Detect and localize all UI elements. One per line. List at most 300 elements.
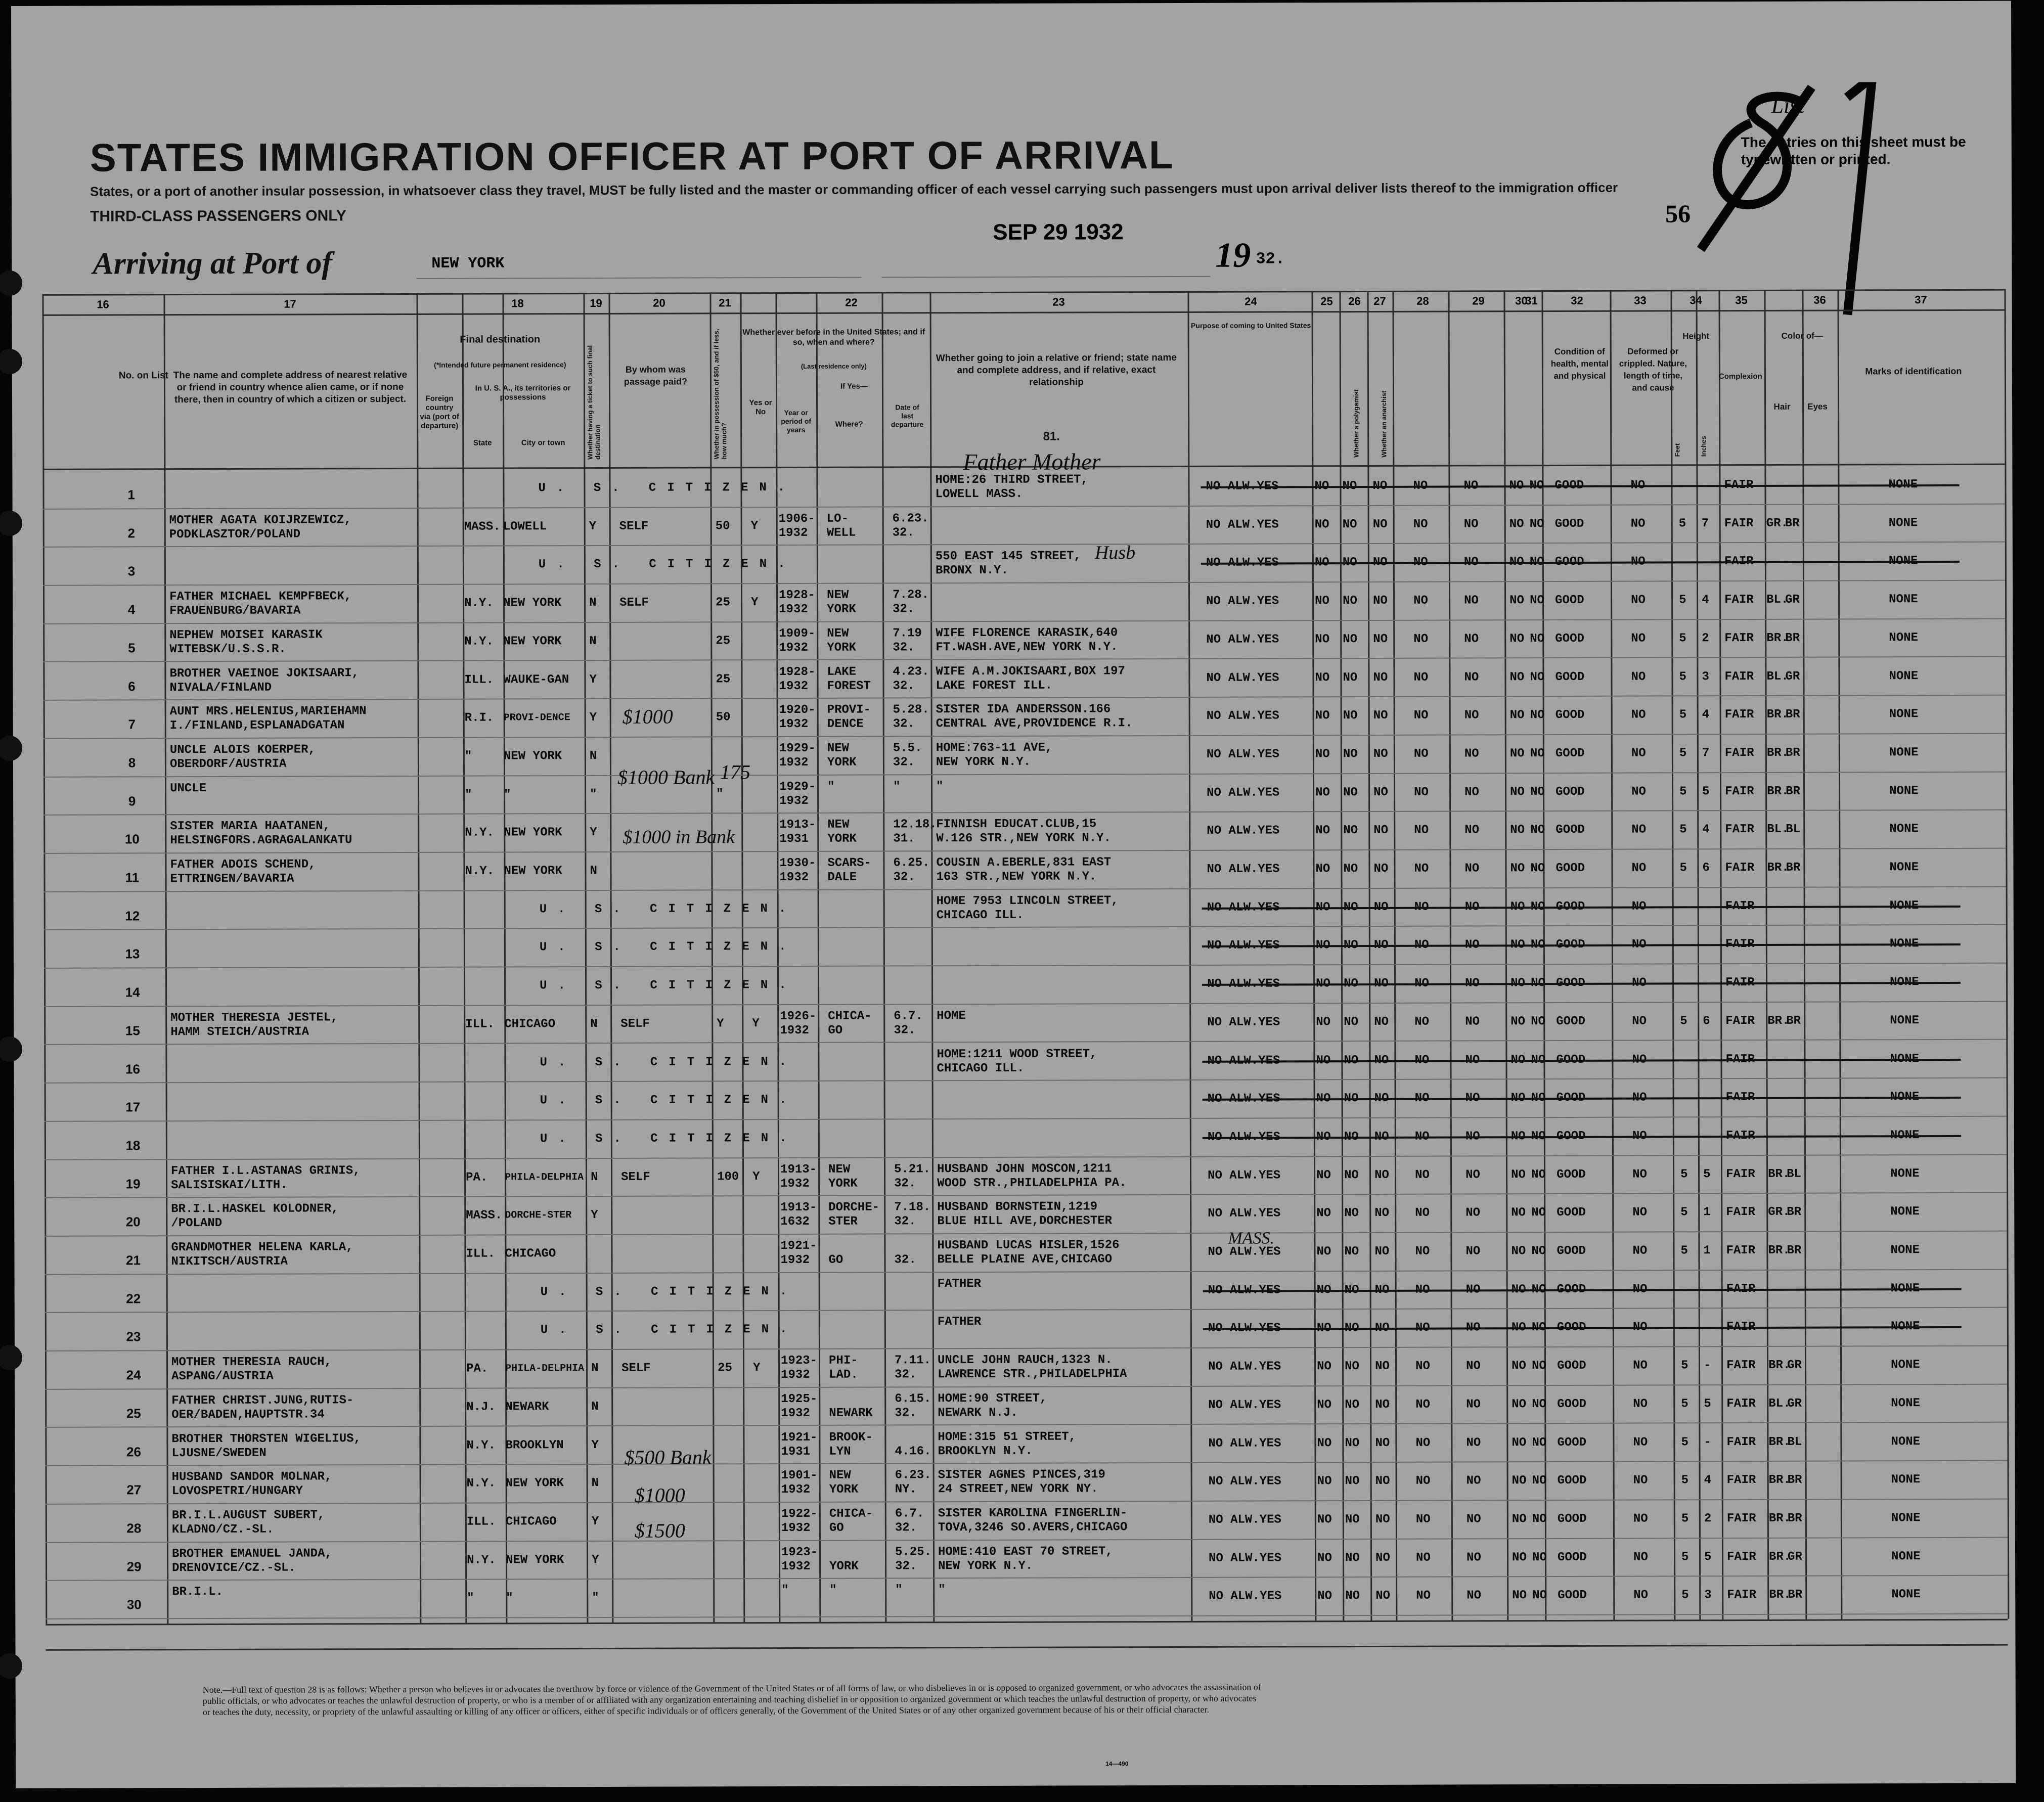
table-row [15,1270,2015,1312]
cell-eyes: BL [1787,1435,1802,1449]
cell-q31: NO [1530,785,1545,799]
table-row [15,1346,2015,1388]
cell-q29: NO [1465,1015,1480,1029]
cell-health: GOOD [1557,1397,1586,1411]
cell-dep2: 32. [895,1521,917,1535]
header-subtitle: States, or a port of another insular possession, in whatsoever class they travel, MUST be fully listed and the master or commanding officer of each vessel carrying such passengers must upon arrival deliver lists thereof to the immigration officer [90,179,1618,199]
cell-where2: FOREST [827,679,871,693]
cell-join1: HOME:1211 WOOD STREET, [937,1047,1097,1061]
cell-purpose: NO ALW.YES [1206,633,1279,647]
cell-where2: YORK [828,1177,858,1191]
cell-city: CHICAGO [505,1515,557,1529]
cell-q27: NO [1374,1244,1390,1258]
cell-dep2: 32. [895,1406,917,1420]
row-number: 22 [126,1291,141,1307]
cell-join1: HOME:763-11 AVE, [936,741,1053,755]
cell-rel1: BROTHER THORSTEN WIGELIUS, [171,1431,361,1446]
cell-join2: W.126 STR.,NEW YORK N.Y. [936,831,1112,846]
cell-join1: SISTER KAROLINA FINGERLIN- [938,1506,1128,1521]
row-number: 2 [127,525,136,541]
cell-q26: NO [1342,517,1357,531]
header-if-yes: If Yes— [840,382,868,391]
cell-inches: 4 [1704,1473,1712,1488]
cell-ticket: Y [591,1438,599,1452]
cell-health: GOOD [1558,1589,1587,1603]
cell-eyes: BL [1786,823,1801,837]
cell-q30: NO [1509,517,1524,531]
header-complexion: Complexion [1718,372,1762,381]
cell-where2: GO [828,1023,843,1038]
row-number: 20 [125,1214,141,1230]
cell-rel1: SISTER MARIA HAATANEN, [170,819,331,834]
cell-rel1: NEPHEW MOISEI KARASIK [169,628,323,642]
cell-q27: NO [1375,1551,1390,1565]
cell-ticket: Y [589,672,597,687]
cell-where2: DALE [827,870,857,884]
cell-city: CHICAGO [504,1017,556,1031]
cell-where1: PROVI- [827,703,871,717]
cell-q29: NO [1463,517,1479,531]
cell-dep1: " [893,779,901,794]
cell-hair: BR. [1766,746,1789,760]
cell-eyes: GR [1788,1550,1802,1564]
cell-q27: NO [1372,517,1388,531]
cell-q28: NO [1414,785,1429,799]
cell-period1: 1923- [781,1545,818,1559]
cell-period2: 1932 [781,1483,811,1497]
cell-feet: 5 [1681,1473,1689,1488]
cell-inches: 1 [1703,1205,1711,1220]
cell-q30: NO [1512,1397,1527,1412]
cell-q25: NO [1315,824,1330,838]
cell-eyes: BR [1786,861,1801,875]
cell-feet: 5 [1679,632,1686,646]
cell-paid: SELF [621,1170,650,1184]
cell-q29: NO [1467,1589,1482,1603]
cell-feet: 5 [1679,861,1687,875]
cell-q30: NO [1509,708,1525,723]
header-color-of: Color of— [1781,331,1823,341]
cell-q29: NO [1466,1359,1481,1373]
cell-rel2: /POLAND [171,1217,223,1231]
cell-q30: NO [1510,785,1525,799]
cell-health: GOOD [1556,861,1585,876]
cell-where1: CHICA- [828,1009,872,1023]
cell-deformed: NO [1632,1205,1648,1220]
cell-where1: LO- [826,512,849,526]
cell-state: " [465,788,472,802]
cell-hair: BL. [1767,823,1789,837]
row-number: 30 [126,1597,142,1612]
cell-inches: 5 [1702,784,1710,798]
cell-paid: SELF [620,1017,650,1031]
cell-purpose: NO ALW.YES [1206,594,1279,608]
cell-q29: NO [1466,1512,1481,1526]
cell-state: N.Y. [466,1438,496,1453]
cell-complexion: FAIR [1724,631,1754,645]
cell-period1: 1906- [778,512,815,526]
cell-health: GOOD [1557,1359,1586,1373]
column-number-20: 20 [653,296,665,309]
cell-q30: NO [1511,1244,1526,1258]
cell-complexion: FAIR [1725,1014,1755,1028]
cell-join2: NEW YORK N.Y. [938,1559,1033,1573]
column-number-18: 18 [511,297,524,310]
cell-feet: 5 [1679,823,1687,837]
cell-deformed: NO [1631,593,1646,607]
cell-feet: 5 [1681,1435,1688,1449]
cell-q29: NO [1465,1244,1481,1258]
cell-q28: NO [1413,517,1428,531]
cell-q27: NO [1375,1589,1391,1603]
handwritten-list-number [1680,82,1933,320]
cell-hair: BR. [1766,707,1789,722]
cell-ticket: Y [589,711,597,725]
cell-money: 50 [716,710,731,725]
cell-state: R.I. [464,711,494,725]
table-row [14,1232,2014,1274]
cell-q31: NO [1532,1512,1547,1526]
cell-state: N.Y. [467,1553,496,1567]
row-number: 15 [125,1023,140,1039]
cell-inches: 5 [1704,1397,1711,1411]
cell-state: " [464,749,472,763]
cell-q26: NO [1343,632,1358,646]
cell-q25: NO [1315,594,1329,608]
cell-q25: NO [1317,1398,1332,1412]
cell-complexion: FAIR [1725,823,1754,837]
cell-rel1: UNCLE [170,781,207,795]
table-row [13,772,2013,814]
column-number-21: 21 [719,296,731,309]
cell-q25: NO [1315,747,1330,761]
cell-rel2: LOVOSPETRI/HUNGARY [171,1484,303,1499]
cell-period2: 1932 [779,679,809,693]
header-foreign-country: Foreign country via (port of departure) [420,394,459,430]
cell-join1: SISTER IDA ANDERSSON.166 [936,702,1111,717]
row-number: 6 [128,678,136,694]
cell-ticket: N [590,864,597,878]
cell-period1: 1928- [779,588,816,603]
row-number: 23 [126,1329,141,1344]
cell-q25: NO [1316,1245,1331,1259]
table-row [14,1078,2014,1120]
handwritten-note-row1: Father Mother [963,448,1101,475]
cell-dep2: 32. [894,1214,916,1229]
table-row [14,925,2014,967]
table-row [14,964,2014,1006]
cell-rel1: FATHER I.L.ASTANAS GRINIS, [170,1163,361,1178]
row-number: 17 [125,1099,141,1115]
cell-complexion: FAIR [1726,1243,1756,1258]
cell-health: GOOD [1555,670,1585,684]
cell-complexion: FAIR [1726,1511,1756,1526]
cell-rel1: BROTHER EMANUEL JANDA, [171,1546,332,1561]
table-row [14,1193,2014,1235]
column-number-34: 34 [1690,294,1702,307]
table-row [15,1461,2015,1503]
cell-q27: NO [1373,862,1389,876]
cell-q31: NO [1532,1397,1547,1411]
cell-period2: 1932 [780,1177,810,1191]
cell-dep2: 32. [893,602,915,616]
cell-dep2: 32. [894,1176,916,1191]
cell-marks: NONE [1891,1434,1921,1449]
cell-q30: NO [1512,1359,1526,1373]
cell-rel2: OBERDORF/AUSTRIA [169,757,287,772]
cell-before: Y [753,1361,761,1375]
cell-inches: 1 [1703,1244,1711,1258]
cell-hair: BR. [1767,1014,1790,1028]
cell-q31: NO [1531,1014,1546,1028]
cell-q30: NO [1512,1589,1527,1603]
manifest-sheet [11,1,2016,1788]
cell-q31: NO [1530,708,1545,723]
cell-join1: 550 EAST 145 STREET, [935,549,1081,564]
cell-q30: NO [1511,1167,1526,1182]
cell-q26: NO [1344,1206,1359,1221]
cell-join2: TOVA,3246 SO.AVERS,CHICAGO [938,1520,1128,1535]
cell-city: PROVI-DENCE [503,712,570,724]
cell-marks: NONE [1889,593,1918,607]
cell-q27: NO [1374,1168,1389,1182]
cell-q28: NO [1415,1474,1431,1488]
cell-ticket: N [589,596,597,610]
cell-rel1: FATHER MICHAEL KEMPFBECK, [169,590,352,604]
cell-period1: 1929- [779,780,816,794]
cell-join1: HOME [937,1009,966,1023]
cell-q31: NO [1530,746,1545,761]
column-number-32: 32 [1571,294,1583,307]
cell-feet: 5 [1681,1588,1689,1602]
header-height: Height [1682,331,1710,341]
cell-q26: NO [1344,1245,1359,1259]
column-number-26: 26 [1348,295,1361,308]
cell-marks: NONE [1890,1013,1919,1028]
cell-feet: 5 [1679,708,1687,722]
cell-dep2: 32. [894,1023,916,1038]
header-where: Where? [835,420,863,429]
header-deformed: Deformed or crippled. Nature, length of time, and cause [1619,346,1687,393]
cell-where1: NEW [827,818,850,832]
cell-join1: FATHER [937,1315,982,1329]
cell-q27: NO [1373,632,1388,646]
cell-period1: 1913- [779,818,816,832]
cell-q28: NO [1414,862,1429,876]
cell-health: GOOD [1557,1244,1586,1258]
cell-rel1: FATHER CHRIST.JUNG,RUTIS- [171,1393,354,1408]
cell-where1: NEW [828,1162,851,1177]
header-purpose: Purpose of coming to United States [1191,321,1311,330]
cell-period2: 1932 [781,1559,811,1573]
cell-state: N.Y. [466,1476,496,1491]
cell-complexion: FAIR [1725,784,1754,798]
cell-city: NEW YORK [504,826,562,840]
cell-city: NEW YORK [503,634,562,649]
cell-paid: SELF [619,596,649,610]
cell-health: GOOD [1556,1014,1585,1028]
cell-q31: NO [1531,1206,1546,1220]
cell-deformed: NO [1633,1588,1649,1602]
cell-purpose: NO ALW.YES [1206,518,1279,532]
cell-citizen-note: U. S. CITIZEN. [540,978,797,993]
cell-dep1: " [895,1583,903,1597]
cell-inches: 6 [1703,1014,1710,1028]
cell-state: N.Y. [465,864,495,878]
cell-complexion: FAIR [1724,516,1754,530]
column-number-19: 19 [590,296,602,310]
cell-money: 25 [716,634,731,648]
cell-q31: NO [1530,594,1544,608]
cell-join2: 163 STR.,NEW YORK N.Y. [936,870,1097,884]
column-number-24: 24 [1245,295,1257,308]
cell-city: " [504,788,511,802]
cell-rel1: BR.I.L.HASKEL KOLODNER, [171,1202,339,1217]
cell-period1: 1920- [779,703,816,717]
cell-where1: BROOK- [829,1430,873,1445]
cell-deformed: NO [1632,1167,1647,1182]
cell-inches: - [1704,1359,1711,1373]
cell-money: 25 [716,672,731,686]
cell-eyes: BR [1787,1473,1802,1488]
table-row [13,543,2013,584]
column-number-33: 33 [1634,294,1647,307]
cell-health: GOOD [1555,708,1585,723]
cell-q25: NO [1316,1015,1331,1029]
row-number: 21 [125,1252,141,1268]
cell-health: GOOD [1556,785,1585,799]
cell-q28: NO [1413,670,1429,685]
cell-join2: BRONX N.Y. [935,564,1008,578]
cell-q27: NO [1375,1359,1390,1374]
header-no-on-list: No. on List [118,370,169,381]
cell-period1: 1923- [780,1354,818,1368]
cell-ticket: N [589,749,597,763]
table-row [15,1308,2015,1350]
cell-city: NEW YORK [504,864,562,878]
handwritten-paid-row8: $1000 Bank [617,765,715,789]
list-label: List [1771,93,1805,118]
cell-period2: 1932 [779,870,809,885]
cell-q29: NO [1466,1398,1481,1412]
cell-join2: NEWARK N.J. [938,1406,1018,1420]
header-usa: In U. S. A., its territories or possessions [475,384,571,402]
cell-rel2: ETTRINGEN/BAVARIA [170,872,294,886]
table-row [13,581,2013,623]
cell-ticket: Y [591,1208,598,1223]
cell-citizen-note: U. S. CITIZEN. [540,1055,798,1069]
cell-where1: NEW [829,1468,851,1482]
handwritten-note-row2: Husb [1094,542,1136,564]
cell-q29: NO [1464,594,1479,608]
cell-join2: CHICAGO ILL. [936,908,1024,922]
cell-period2: 1932 [781,1521,811,1535]
cell-q28: NO [1416,1589,1431,1603]
cell-q29: NO [1466,1435,1481,1450]
cell-health: GOOD [1557,1512,1587,1526]
date-stamp: SEP 29 1932 [993,219,1124,245]
row-number: 7 [128,716,136,732]
cell-dep2: 32. [893,679,915,693]
cell-hair: GR. [1766,516,1788,530]
cell-q29: NO [1464,670,1479,684]
cell-q26: NO [1345,1398,1360,1412]
cell-q27: NO [1375,1512,1390,1526]
cell-q27: NO [1373,670,1388,685]
cell-city: NEW YORK [506,1553,564,1567]
footnote: Note.—Full text of question 28 is as follows: Whether a person who believes in or advocates the overthrow by force or violence of the Government of the United States or of all forms of law, or who disbelieves in or is opposed to organized government, or who advocates the assassination of public officials, or who advocates or teaches the unlawful destruction of property, or who is a member of or affiliated with any organization entertaining and teaching disbelief in or opposition to organized government or which teaches the unlawful destruction of property, or who advocates or teaches the duty, necessity, or propriety of the unlawful assaulting or killing of any officer or officers, either of specific individuals or of officers generally, of the Government of the United States or of any other organized government because of his or their official character. [202,1682,1261,1718]
cell-rel2: OER/BADEN,HAUPTSTR.34 [171,1408,325,1422]
column-number-17: 17 [284,297,296,310]
cell-q25: NO [1316,1206,1331,1221]
cell-q28: NO [1415,1359,1430,1373]
cell-eyes: BL [1787,1167,1801,1181]
cell-state: MASS. [464,520,501,534]
cell-q28: NO [1413,632,1429,646]
cell-money: Y [717,1017,724,1031]
cell-q31: NO [1532,1435,1547,1450]
cell-q31: NO [1529,517,1544,531]
cell-q27: NO [1375,1436,1390,1450]
entries-note: The entries on this sheet must be typewritten or printed. [1741,133,1966,168]
cell-q25: NO [1317,1360,1331,1374]
cell-join2: CHICAGO ILL. [937,1061,1025,1075]
cell-inches: 2 [1704,1512,1712,1526]
cell-q29: NO [1464,862,1480,876]
cell-inches: 6 [1702,861,1710,875]
header-period: Year or period of years [781,408,812,434]
cell-q25: NO [1317,1551,1332,1565]
cell-q30: NO [1510,862,1525,876]
cell-q29: NO [1464,785,1479,799]
cell-join1: HOME:410 EAST 70 STREET, [938,1544,1113,1559]
table-row [15,1384,2015,1426]
cell-complexion: FAIR [1727,1550,1756,1564]
cell-where1: NEW [827,741,850,755]
cell-inches: 4 [1702,708,1710,722]
year-prefix: 19 [1215,236,1251,275]
cell-city: NEW YORK [503,749,562,763]
cell-q25: NO [1315,862,1330,876]
row-number: 12 [125,908,140,924]
row-number: 19 [125,1176,141,1192]
cell-city: CHICAGO [505,1247,556,1261]
cell-q26: NO [1345,1589,1360,1603]
cell-hair: BR. [1767,861,1789,875]
cell-q26: NO [1343,670,1358,685]
cell-join1: WIFE A.M.JOKISAARI,BOX 197 [936,664,1125,679]
cell-q26: NO [1344,1015,1359,1029]
cell-where1: SCARS- [827,856,871,870]
cell-hair: BR. [1766,631,1789,645]
cell-rel1: BROTHER VAEINOE JOKISAARI, [169,666,359,681]
cell-q28: NO [1415,1206,1430,1221]
cell-money: " [716,787,724,801]
cell-period1: " [781,1584,789,1598]
cell-q28: NO [1414,1015,1430,1029]
cell-marks: NONE [1890,1166,1920,1181]
cell-q31: NO [1530,862,1545,876]
cell-q30: NO [1510,1014,1526,1029]
cell-purpose: NO ALW.YES [1208,1360,1281,1374]
cell-hair: BR. [1768,1243,1790,1257]
cell-q30: NO [1512,1550,1527,1564]
cell-join1: COUSIN A.EBERLE,831 EAST [936,855,1112,870]
cell-health: GOOD [1555,632,1584,646]
cell-eyes: BR [1787,1205,1802,1220]
year-suffix: 32. [1256,249,1285,268]
cell-q30: NO [1511,1206,1526,1220]
